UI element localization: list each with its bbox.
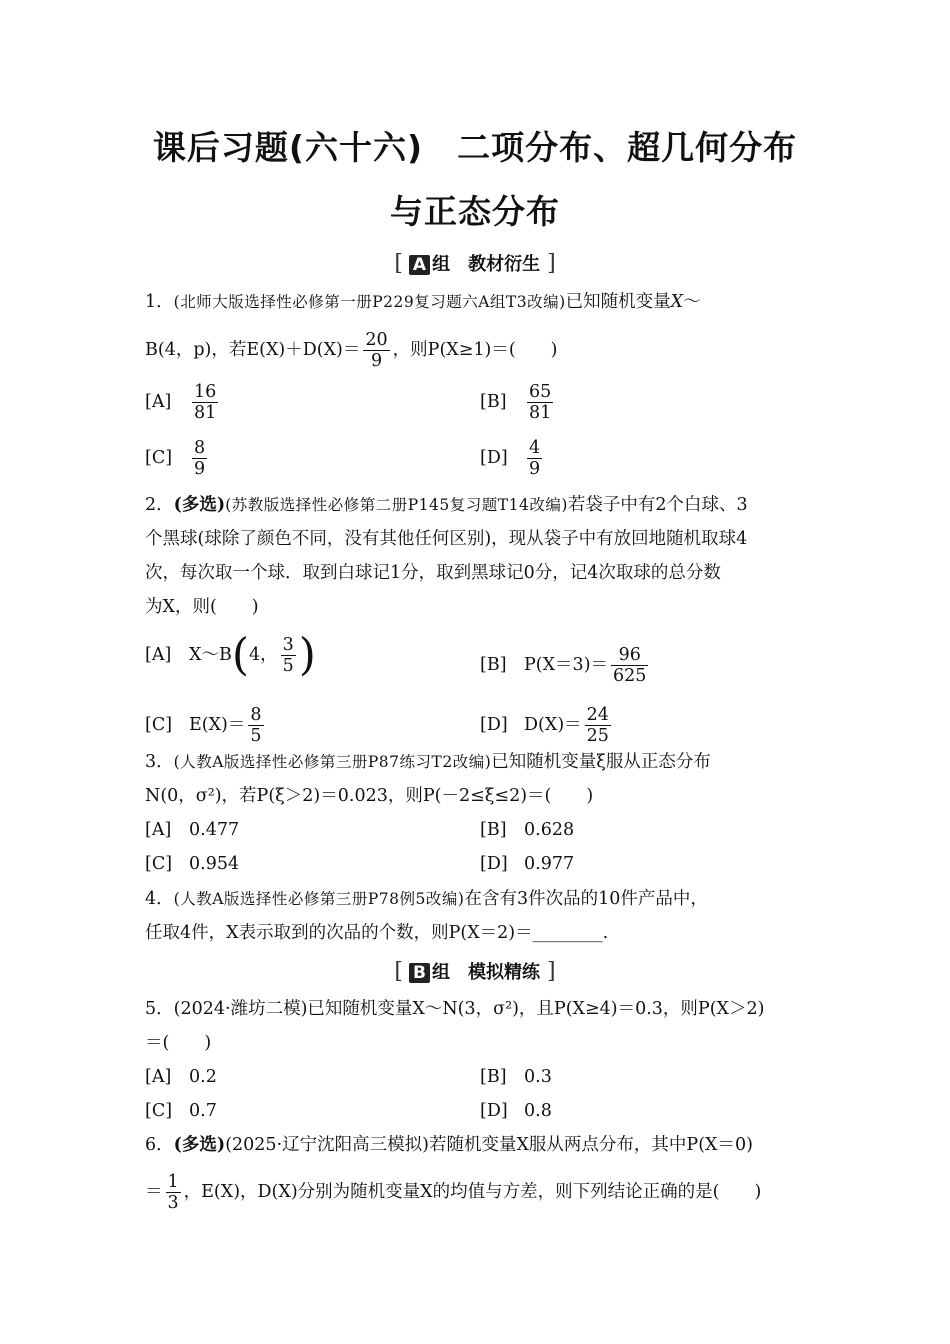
group-b-label: 组 模拟精练 [431,962,540,983]
group-b-header: [ B 组 模拟精练 ] [394,959,556,984]
q3-option-b: [B] 0.628 [480,820,575,840]
q1-option-b: [B] $\frac{65}{81}$ [480,382,552,423]
q5-option-b: [B] 0.3 [480,1067,552,1087]
q3-line-1: 3．(人教A版选择性必修第三册P87练习T2改编)已知随机变量ξ服从正态分布 [145,752,711,772]
q1-fraction: $\frac{20}{9}$ [365,330,388,371]
q2-source: (苏教版选择性必修第二册P145复习题T14改编) [225,496,568,514]
q5-option-a: [A] 0.2 [145,1067,217,1087]
q3-line-2: N(0，σ²)，若P(ξ＞2)＝0.023，则P(－2≤ξ≤2)＝( ) [145,786,594,806]
q3-option-c: [C] 0.954 [145,854,240,874]
q6-line-2: ＝ $\frac{1}{3}$ ，E(X)，D(X)分别为随机变量X的均值与方差，则下列结论正确的是( ) [145,1172,762,1213]
q3-option-a: [A] 0.477 [145,820,240,840]
q2-option-b: [B] P(X＝3)＝ $\frac{96}{625}$ [480,645,647,686]
q1-line-2: B(4，p)，若E(X)＋D(X)＝ $\frac{20}{9}$ ，则P(X≥1)＝( ) [145,330,558,371]
q6-multi-tag: (多选) [173,1135,226,1155]
q6-line-1: 6．(多选)(2025·辽宁沈阳高三模拟)若随机变量X服从两点分布，其中P(X＝0) [145,1135,753,1155]
q1-source: (北师大版选择性必修第一册P229复习题六A组T3改编) [173,293,566,311]
q4-line-1: 4．(人教A版选择性必修第三册P78例5改编)在含有3件次品的10件产品中， [145,889,708,909]
q2-line-3: 次，每次取一个球．取到白球记1分，取到黑球记0分，记4次取球的总分数 [145,563,721,583]
q4-source: (人教A版选择性必修第三册P78例5改编) [173,890,465,908]
q5-option-d: [D] 0.8 [480,1101,552,1121]
q5-line-1: 5．(2024·潍坊二模)已知随机变量X～N(3，σ²)，且P(X≥4)＝0.3，则P(X＞2) [145,999,765,1019]
q2-option-c: [C] E(X)＝ $\frac{8}{5}$ [145,705,262,746]
page-title-line-2: 与正态分布 [390,192,560,231]
q2-multi-tag: (多选) [173,495,226,515]
q3-source: (人教A版选择性必修第三册P87练习T2改编) [173,753,492,771]
q5-line-2: ＝( ) [145,1033,212,1053]
q4-line-2: 任取4件，X表示取到的次品的个数，则P(X＝2)＝________. [145,923,609,943]
q2-line-2: 个黑球(球除了颜色不同，没有其他任何区别)，现从袋子中有放回地随机取球4 [145,529,748,549]
q2-option-d: [D] D(X)＝ $\frac{24}{25}$ [480,705,609,746]
q2-option-a: [A] X～B(4， $\frac{3}{5}$ ) [145,629,316,681]
page-title-line-1: 课后习题(六十六) 二项分布、超几何分布 [152,128,798,167]
group-b-badge: B [409,963,430,983]
q1-option-a: [A] $\frac{16}{81}$ [145,382,217,423]
q6-fraction: $\frac{1}{3}$ [167,1172,179,1213]
q2-line-4: 为X，则( ) [145,597,259,617]
q2-line-1: 2．(多选)(苏教版选择性必修第二册P145复习题T14改编)若袋子中有2个白球、3 [145,495,748,515]
group-a-label: 组 教材衍生 [432,254,541,275]
q5-option-c: [C] 0.7 [145,1101,217,1121]
q1-option-c: [C] $\frac{8}{9}$ [145,438,206,479]
group-a-header: [ A 组 教材衍生 ] [394,251,556,276]
q1-option-d: [D] $\frac{4}{9}$ [480,438,541,479]
q3-option-d: [D] 0.977 [480,854,575,874]
q1-line-1: 1．(北师大版选择性必修第一册P229复习题六A组T3改编)已知随机变量X～ [145,292,701,312]
group-a-badge: A [409,255,430,275]
